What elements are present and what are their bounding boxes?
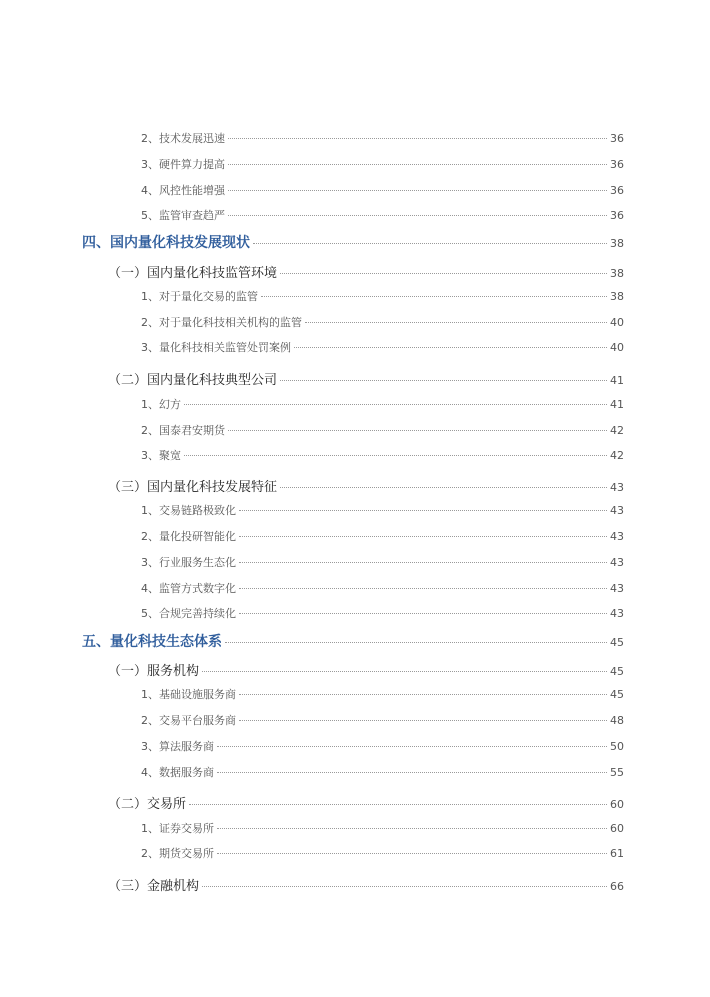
dot-leader: [280, 273, 607, 274]
toc-section-entry[interactable]: [108, 875, 624, 894]
toc-entry[interactable]: [141, 845, 624, 861]
toc-entry[interactable]: [141, 712, 624, 728]
dot-leader: [217, 746, 607, 747]
toc-entry-page: 41: [610, 374, 624, 387]
toc-section-entry[interactable]: [108, 476, 624, 495]
dot-leader: [239, 536, 607, 537]
toc-entry-page: 42: [610, 424, 624, 437]
toc-entry-page: 43: [610, 607, 624, 620]
toc-entry-title: 1、基础设施服务商: [141, 688, 236, 701]
toc-entry-title: 3、算法服务商: [141, 740, 214, 753]
toc-entry-title: 2、交易平台服务商: [141, 714, 236, 727]
toc-entry-title: （三）国内量化科技发展特征: [108, 480, 278, 495]
toc-entry[interactable]: [141, 820, 624, 836]
toc-entry-page: 60: [610, 822, 624, 835]
toc-entry-title: （二）国内量化科技典型公司: [108, 373, 278, 388]
dot-leader: [184, 455, 607, 456]
toc-entry-page: 36: [610, 209, 624, 222]
toc-section-entry[interactable]: [108, 660, 624, 679]
dot-leader: [202, 671, 607, 672]
toc-entry-page: 43: [610, 582, 624, 595]
toc-chapter-entry[interactable]: [82, 631, 624, 651]
toc-entry[interactable]: [141, 207, 624, 223]
toc-entry-page: 36: [610, 132, 624, 145]
dot-leader: [305, 322, 607, 323]
toc-entry-title: 1、证券交易所: [141, 822, 214, 835]
toc-entry-title: （一）服务机构: [108, 664, 200, 679]
dot-leader: [253, 243, 607, 244]
toc-entry-title: （三）金融机构: [108, 879, 200, 894]
toc-entry[interactable]: [141, 314, 624, 330]
toc-entry-title: （一）国内量化科技监管环境: [108, 266, 278, 281]
toc-entry[interactable]: [141, 130, 624, 146]
toc-section-entry[interactable]: [108, 262, 624, 281]
toc-entry-page: 40: [610, 316, 624, 329]
dot-leader: [239, 588, 607, 589]
dot-leader: [228, 190, 607, 191]
toc-entry-page: 60: [610, 798, 624, 811]
toc-entry-title: 3、聚宽: [141, 449, 181, 462]
toc-entry[interactable]: [141, 764, 624, 780]
toc-entry[interactable]: [141, 686, 624, 702]
toc-entry[interactable]: [141, 182, 624, 198]
dot-leader: [228, 164, 607, 165]
toc-entry-title: 5、监管审查趋严: [141, 209, 225, 222]
toc-entry-page: 66: [610, 880, 624, 893]
toc-entry[interactable]: [141, 528, 624, 544]
toc-entry-title: 2、量化投研智能化: [141, 530, 236, 543]
dot-leader: [239, 562, 607, 563]
dot-leader: [225, 642, 607, 643]
toc-entry-page: 43: [610, 530, 624, 543]
dot-leader: [228, 138, 607, 139]
toc-entry-title: 五、量化科技生态体系: [82, 634, 222, 650]
toc-entry-title: 3、行业服务生态化: [141, 556, 236, 569]
dot-leader: [217, 828, 607, 829]
toc-entry-title: 1、对于量化交易的监管: [141, 290, 258, 303]
dot-leader: [202, 886, 607, 887]
toc-entry-title: 四、国内量化科技发展现状: [82, 235, 250, 251]
toc-entry-title: 4、风控性能增强: [141, 184, 225, 197]
toc-entry-page: 41: [610, 398, 624, 411]
toc-entry[interactable]: [141, 422, 624, 438]
toc-entry-page: 45: [610, 636, 624, 649]
dot-leader: [239, 613, 607, 614]
dot-leader: [239, 694, 607, 695]
toc-entry-page: 43: [610, 556, 624, 569]
toc-entry[interactable]: [141, 605, 624, 621]
toc-entry-page: 55: [610, 766, 624, 779]
toc-entry[interactable]: [141, 580, 624, 596]
toc-entry[interactable]: [141, 396, 624, 412]
toc-entry-title: 4、监管方式数字化: [141, 582, 236, 595]
toc-entry-page: 45: [610, 688, 624, 701]
toc-entry-title: 1、幻方: [141, 398, 181, 411]
toc-entry-page: 38: [610, 290, 624, 303]
toc-entry-page: 61: [610, 847, 624, 860]
dot-leader: [239, 510, 607, 511]
toc-entry[interactable]: [141, 447, 624, 463]
toc-entry-page: 48: [610, 714, 624, 727]
toc-entry[interactable]: [141, 738, 624, 754]
dot-leader: [261, 296, 607, 297]
toc-chapter-entry[interactable]: [82, 232, 624, 252]
toc-entry-page: 42: [610, 449, 624, 462]
toc-entry-page: 40: [610, 341, 624, 354]
dot-leader: [280, 380, 607, 381]
toc-entry-page: 43: [610, 504, 624, 517]
dot-leader: [217, 772, 607, 773]
toc-entry-page: 43: [610, 481, 624, 494]
toc-entry-page: 38: [610, 237, 624, 250]
toc-section-entry[interactable]: [108, 369, 624, 388]
toc-entry-title: 2、技术发展迅速: [141, 132, 225, 145]
toc-entry[interactable]: [141, 339, 624, 355]
toc-entry[interactable]: [141, 554, 624, 570]
toc-entry-title: 3、硬件算力提高: [141, 158, 225, 171]
dot-leader: [217, 853, 607, 854]
toc-entry-page: 45: [610, 665, 624, 678]
toc-entry-title: 2、对于量化科技相关机构的监管: [141, 316, 302, 329]
dot-leader: [280, 487, 607, 488]
toc-entry-page: 50: [610, 740, 624, 753]
dot-leader: [228, 215, 607, 216]
toc-entry[interactable]: [141, 156, 624, 172]
toc-entry[interactable]: [141, 502, 624, 518]
toc-entry-title: 2、期货交易所: [141, 847, 214, 860]
toc-entry-title: 3、量化科技相关监管处罚案例: [141, 341, 291, 354]
dot-leader: [184, 404, 607, 405]
toc-entry-title: 5、合规完善持续化: [141, 607, 236, 620]
toc-entry-page: 36: [610, 184, 624, 197]
dot-leader: [239, 720, 607, 721]
dot-leader: [189, 804, 607, 805]
toc-section-entry[interactable]: [108, 793, 624, 812]
dot-leader: [228, 430, 607, 431]
toc-entry-title: 2、国泰君安期货: [141, 424, 225, 437]
toc-entry-title: 1、交易链路极致化: [141, 504, 236, 517]
toc-entry-page: 36: [610, 158, 624, 171]
dot-leader: [294, 347, 607, 348]
toc-entry-title: （二）交易所: [108, 797, 187, 812]
toc-entry-title: 4、数据服务商: [141, 766, 214, 779]
toc-entry-page: 38: [610, 267, 624, 280]
toc-entry[interactable]: [141, 288, 624, 304]
